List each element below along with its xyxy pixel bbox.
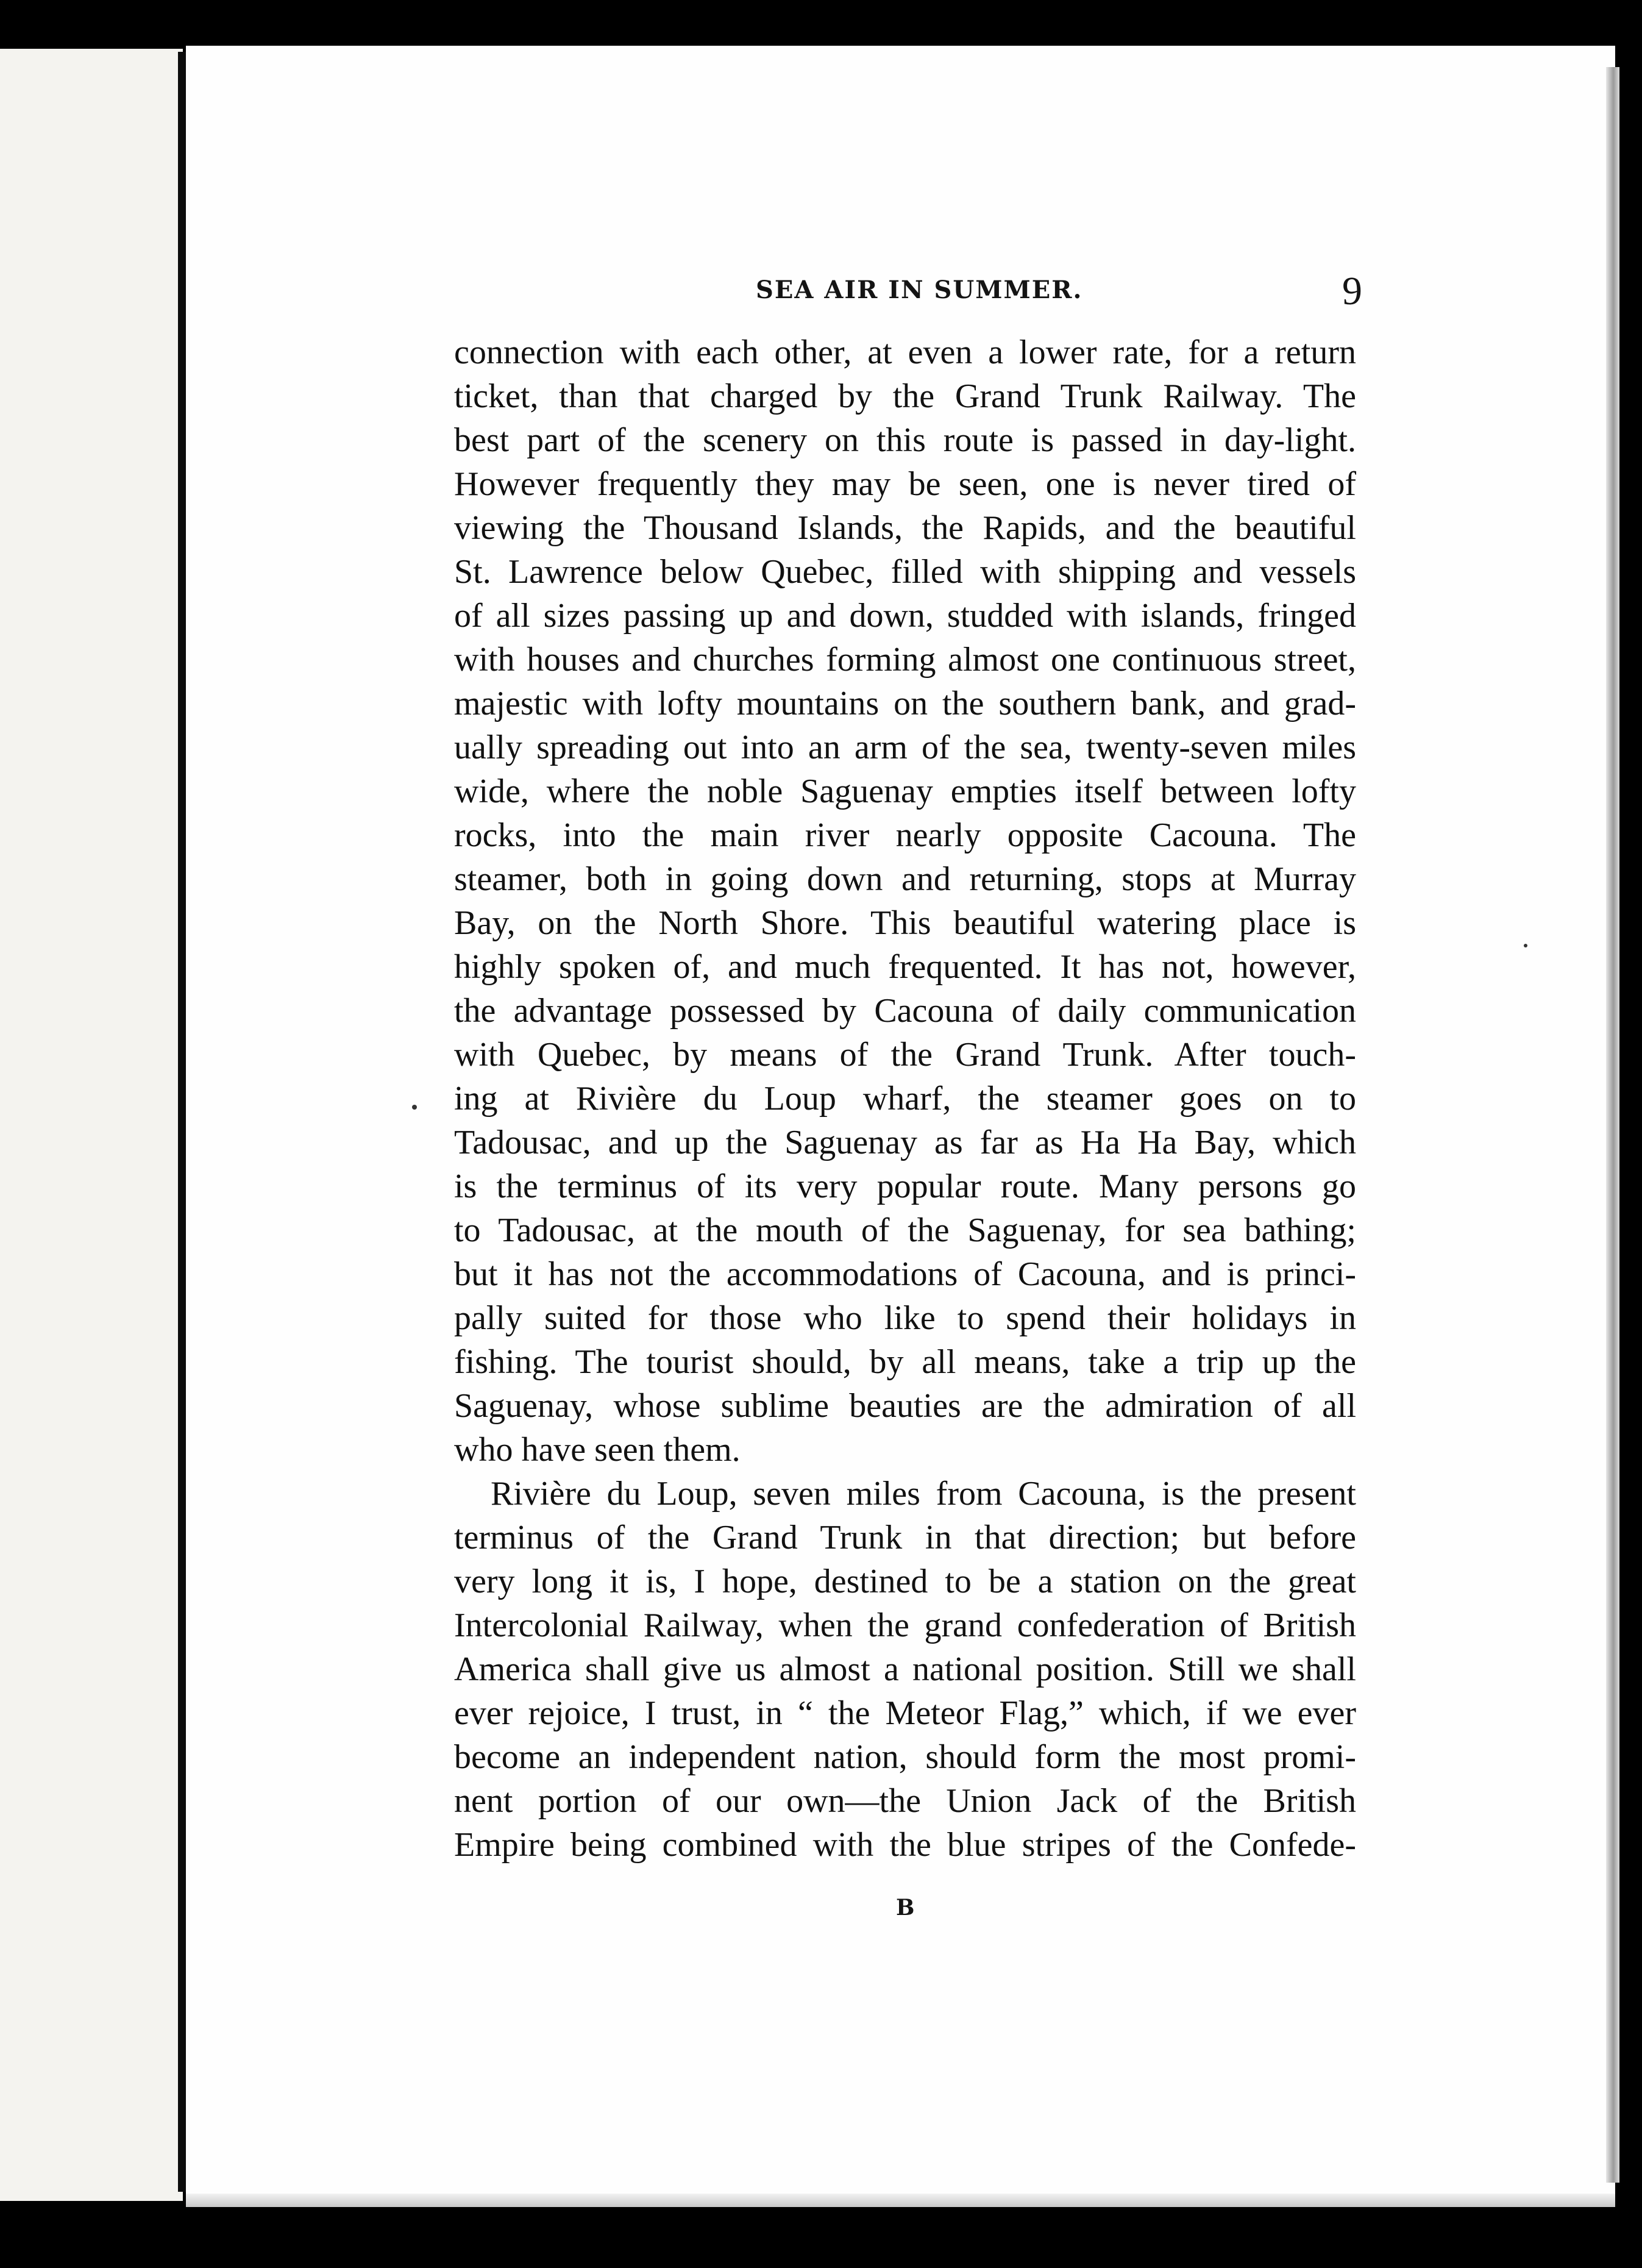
text-line: Tadousac, and up the Saguenay as far as Ha Ha Bay, which (454, 1124, 1356, 1161)
text-line: to Tadousac, at the mouth of the Saguenay, for sea bathing; (454, 1211, 1356, 1249)
text-line: with houses and churches forming almost one continuous street, (454, 641, 1356, 679)
text-line: but it has not the accommodations of Cacouna, and is princi- (454, 1255, 1356, 1293)
text-line: wide, where the noble Saguenay empties itself between lofty (454, 772, 1356, 810)
text-line: pally suited for those who like to spend their holidays in (454, 1299, 1356, 1337)
text-line: majestic with lofty mountains on the southern bank, and grad- (454, 685, 1356, 722)
running-head: SEA AIR IN SUMMER. (756, 276, 1083, 304)
scan-speck (412, 1105, 417, 1110)
text-line: ually spreading out into an arm of the sea, twenty-seven miles (454, 729, 1356, 766)
text-line: nent portion of our own—the Union Jack of the British (454, 1782, 1356, 1820)
text-line: St. Lawrence below Quebec, filled with shipping and vessels (454, 553, 1356, 591)
text-line: of all sizes passing up and down, studded with islands, fringed (454, 597, 1356, 635)
scan-speck (1524, 944, 1527, 947)
signature-mark: B (896, 1895, 915, 1920)
text-line: connection with each other, at even a lower rate, for a return (454, 333, 1356, 371)
text-line: very long it is, I hope, destined to be a station on the great (454, 1563, 1356, 1600)
page-number: 9 (1342, 269, 1362, 313)
text-line: rocks, into the main river nearly opposite Cacouna. The (454, 816, 1356, 854)
text-line: ever rejoice, I trust, in “ the Meteor Flag,” which, if we ever (454, 1694, 1356, 1732)
text-line: fishing. The tourist should, by all means, take a trip up the (454, 1343, 1356, 1381)
paragraph-first-line: Rivière du Loup, seven miles from Cacouna, is the present (491, 1475, 1356, 1513)
text-line: ticket, than that charged by the Grand Trunk Railway. The (454, 377, 1356, 415)
page-bottom-edge (186, 2194, 1615, 2207)
text-line: steamer, both in going down and returning, stops at Murray (454, 860, 1356, 898)
text-line: best part of the scenery on this route is passed in day-light. (454, 421, 1356, 459)
text-line: America shall give us almost a national position. Still we shall (454, 1650, 1356, 1688)
text-line: viewing the Thousand Islands, the Rapids, and the beautiful (454, 509, 1356, 547)
text-line: However frequently they may be seen, one is never tired of (454, 465, 1356, 503)
text-line: who have seen them. (454, 1431, 741, 1469)
text-line: highly spoken of, and much frequented. It has not, however, (454, 948, 1356, 986)
text-line: terminus of the Grand Trunk in that direction; but before (454, 1519, 1356, 1557)
text-line: Empire being combined with the blue stripes of the Confede- (454, 1826, 1356, 1864)
text-line: ing at Rivière du Loup wharf, the steamer goes on to (454, 1080, 1356, 1118)
text-line: Saguenay, whose sublime beauties are the admiration of all (454, 1387, 1356, 1425)
text-line: Intercolonial Railway, when the grand confederation of British (454, 1606, 1356, 1644)
text-line: is the terminus of its very popular route. Many persons go (454, 1168, 1356, 1205)
text-line: become an independent nation, should form the most promi- (454, 1738, 1356, 1776)
text-line: with Quebec, by means of the Grand Trunk. After touch- (454, 1036, 1356, 1074)
page-fore-edge (1606, 67, 1619, 2183)
text-line: Bay, on the North Shore. This beautiful watering place is (454, 904, 1356, 942)
facing-page-edge (0, 49, 183, 2201)
text-line: the advantage possessed by Cacouna of daily communication (454, 992, 1356, 1030)
